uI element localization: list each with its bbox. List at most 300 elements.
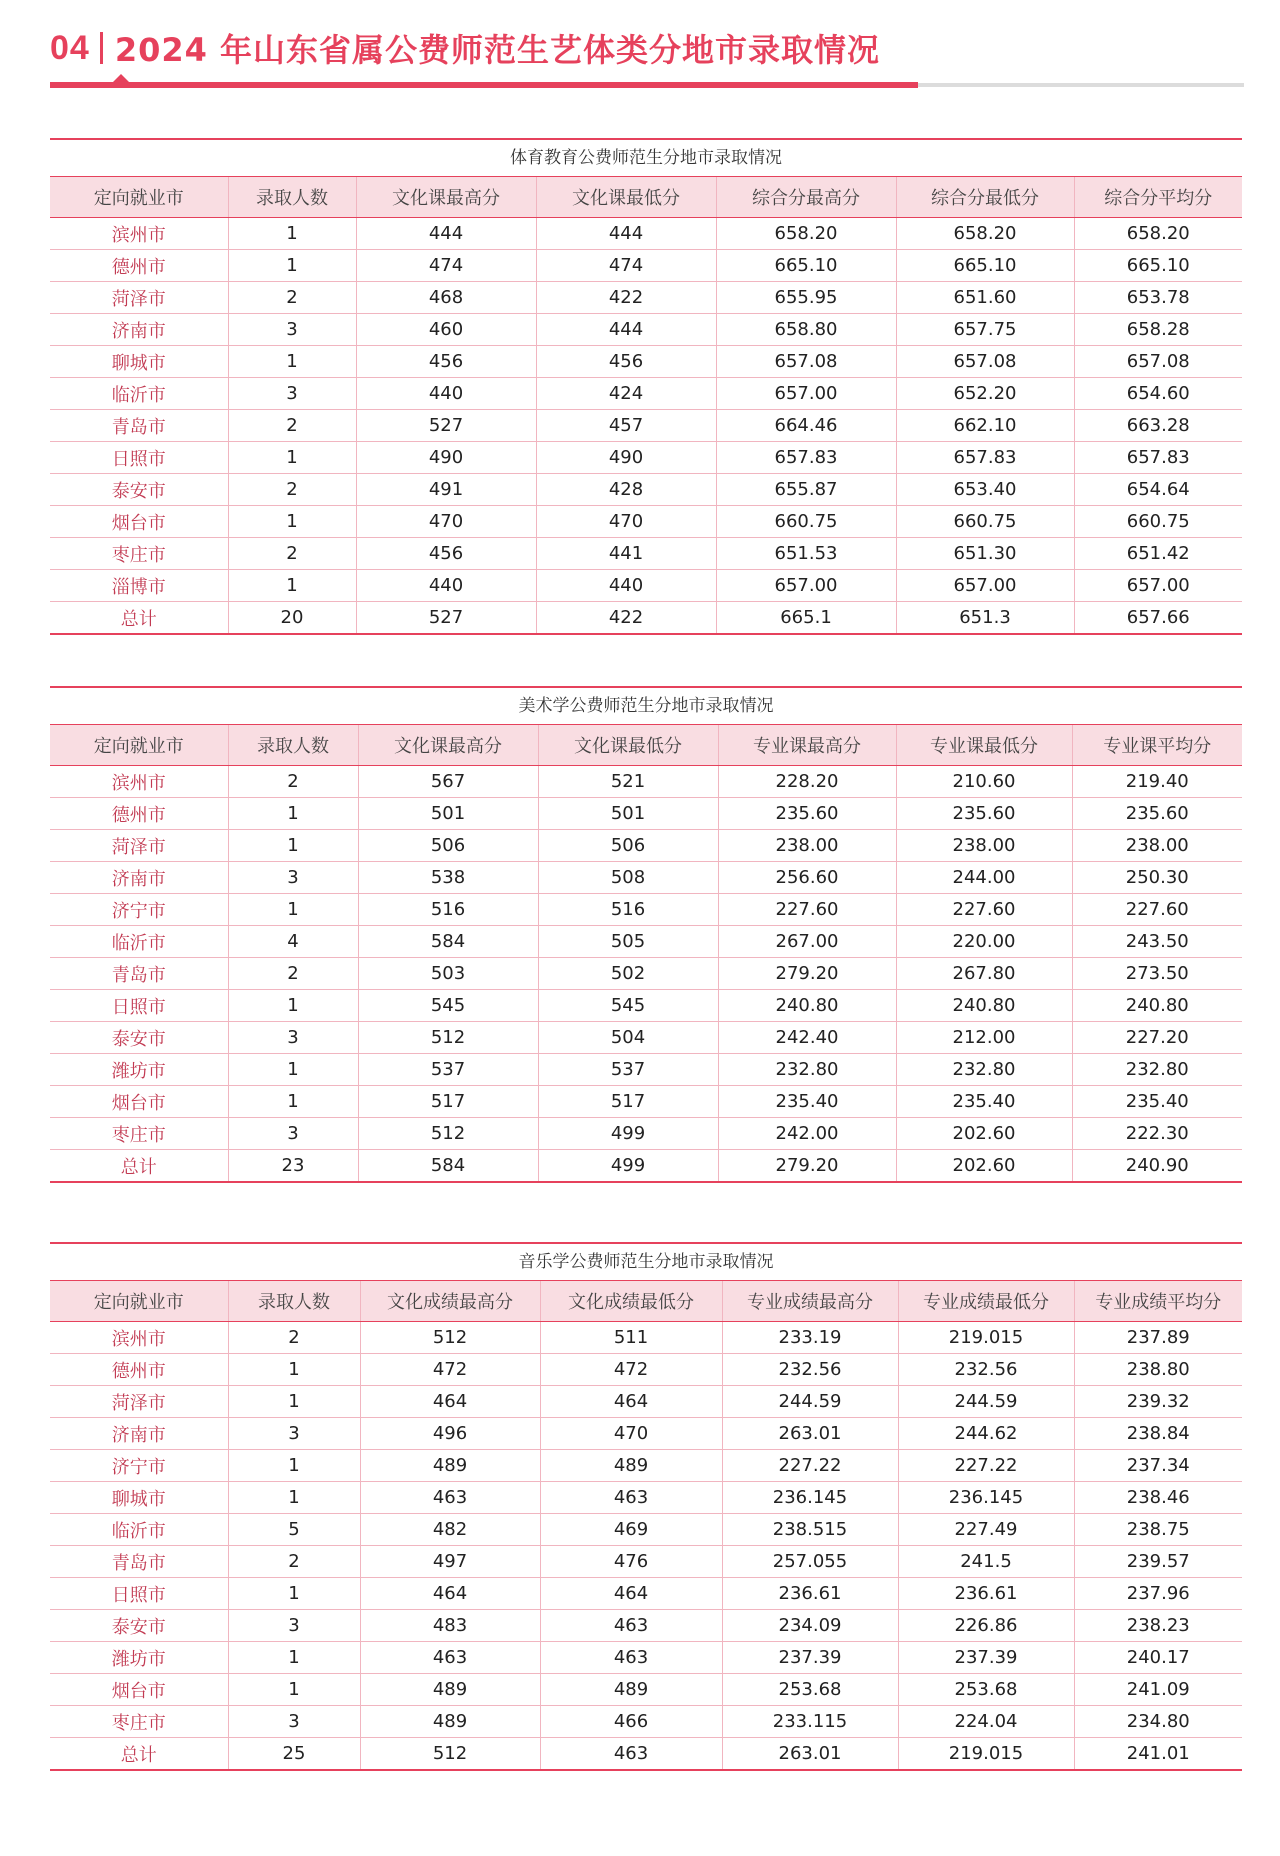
table-row <box>50 410 1242 442</box>
city-cell: 临沂市 <box>50 378 228 410</box>
value-cell: 3 <box>228 314 356 346</box>
column-header: 专业课最低分 <box>896 725 1072 766</box>
value-cell: 256.60 <box>718 862 896 894</box>
value-cell: 521 <box>538 766 718 798</box>
city-cell: 青岛市 <box>50 1546 228 1578</box>
value-cell: 584 <box>358 926 538 958</box>
value-cell: 263.01 <box>722 1418 898 1450</box>
value-cell: 232.80 <box>896 1054 1072 1086</box>
value-cell: 232.80 <box>1072 1054 1242 1086</box>
column-header: 专业成绩最高分 <box>722 1281 898 1322</box>
city-cell: 滨州市 <box>50 766 228 798</box>
value-cell: 2 <box>228 1322 360 1354</box>
table-row <box>50 990 1242 1022</box>
value-cell: 1 <box>228 894 358 926</box>
value-cell: 516 <box>538 894 718 926</box>
value-cell: 651.3 <box>896 602 1074 635</box>
value-cell: 257.055 <box>722 1546 898 1578</box>
value-cell: 490 <box>536 442 716 474</box>
value-cell: 469 <box>540 1514 722 1546</box>
value-cell: 1 <box>228 1578 360 1610</box>
value-cell: 235.40 <box>718 1086 896 1118</box>
value-cell: 472 <box>540 1354 722 1386</box>
value-cell: 660.75 <box>896 506 1074 538</box>
value-cell: 503 <box>358 958 538 990</box>
table-row <box>50 1022 1242 1054</box>
value-cell: 240.90 <box>1072 1150 1242 1183</box>
data-table <box>50 177 1242 635</box>
title-underline-rest <box>918 83 1244 87</box>
value-cell: 651.53 <box>716 538 896 570</box>
value-cell: 505 <box>538 926 718 958</box>
value-cell: 655.95 <box>716 282 896 314</box>
value-cell: 233.115 <box>722 1706 898 1738</box>
value-cell: 658.80 <box>716 314 896 346</box>
value-cell: 456 <box>356 538 536 570</box>
value-cell: 653.40 <box>896 474 1074 506</box>
value-cell: 1 <box>228 990 358 1022</box>
value-cell: 463 <box>540 1610 722 1642</box>
value-cell: 506 <box>358 830 538 862</box>
value-cell: 422 <box>536 282 716 314</box>
value-cell: 512 <box>360 1738 540 1771</box>
table-row <box>50 250 1242 282</box>
value-cell: 3 <box>228 1022 358 1054</box>
value-cell: 456 <box>356 346 536 378</box>
value-cell: 1 <box>228 830 358 862</box>
table-row <box>50 1610 1242 1642</box>
city-cell: 德州市 <box>50 1354 228 1386</box>
value-cell: 2 <box>228 282 356 314</box>
value-cell: 212.00 <box>896 1022 1072 1054</box>
value-cell: 267.00 <box>718 926 896 958</box>
value-cell: 239.32 <box>1074 1386 1242 1418</box>
value-cell: 227.60 <box>896 894 1072 926</box>
value-cell: 238.84 <box>1074 1418 1242 1450</box>
value-cell: 496 <box>360 1418 540 1450</box>
value-cell: 470 <box>540 1418 722 1450</box>
value-cell: 3 <box>228 1118 358 1150</box>
value-cell: 236.61 <box>722 1578 898 1610</box>
table-row <box>50 570 1242 602</box>
table-header-row <box>50 725 1242 766</box>
value-cell: 238.00 <box>896 830 1072 862</box>
table-row <box>50 474 1242 506</box>
column-header: 录取人数 <box>228 725 358 766</box>
value-cell: 226.86 <box>898 1610 1074 1642</box>
city-cell: 济南市 <box>50 1418 228 1450</box>
value-cell: 657.83 <box>716 442 896 474</box>
city-cell: 青岛市 <box>50 410 228 442</box>
value-cell: 20 <box>228 602 356 635</box>
value-cell: 227.22 <box>722 1450 898 1482</box>
table-row <box>50 766 1242 798</box>
table-row <box>50 538 1242 570</box>
value-cell: 202.60 <box>896 1118 1072 1150</box>
value-cell: 243.50 <box>1072 926 1242 958</box>
value-cell: 657.00 <box>1074 570 1242 602</box>
value-cell: 2 <box>228 958 358 990</box>
value-cell: 227.22 <box>898 1450 1074 1482</box>
value-cell: 657.83 <box>896 442 1074 474</box>
value-cell: 240.80 <box>718 990 896 1022</box>
value-cell: 444 <box>536 218 716 250</box>
value-cell: 239.57 <box>1074 1546 1242 1578</box>
value-cell: 3 <box>228 378 356 410</box>
value-cell: 424 <box>536 378 716 410</box>
value-cell: 567 <box>358 766 538 798</box>
value-cell: 470 <box>356 506 536 538</box>
value-cell: 665.1 <box>716 602 896 635</box>
value-cell: 232.56 <box>898 1354 1074 1386</box>
value-cell: 489 <box>540 1674 722 1706</box>
value-cell: 657.00 <box>716 378 896 410</box>
city-cell: 济宁市 <box>50 1450 228 1482</box>
value-cell: 482 <box>360 1514 540 1546</box>
value-cell: 232.56 <box>722 1354 898 1386</box>
value-cell: 441 <box>536 538 716 570</box>
value-cell: 499 <box>538 1118 718 1150</box>
city-cell: 德州市 <box>50 798 228 830</box>
value-cell: 463 <box>540 1482 722 1514</box>
value-cell: 1 <box>228 1386 360 1418</box>
value-cell: 237.96 <box>1074 1578 1242 1610</box>
value-cell: 651.60 <box>896 282 1074 314</box>
value-cell: 263.01 <box>722 1738 898 1771</box>
section-header <box>50 26 880 70</box>
value-cell: 2 <box>228 766 358 798</box>
column-header: 专业课平均分 <box>1072 725 1242 766</box>
value-cell: 241.5 <box>898 1546 1074 1578</box>
column-header: 综合分最低分 <box>896 177 1074 218</box>
value-cell: 490 <box>356 442 536 474</box>
table-row <box>50 506 1242 538</box>
column-header: 文化课最高分 <box>356 177 536 218</box>
title-pointer-icon <box>113 74 129 82</box>
value-cell: 3 <box>228 1418 360 1450</box>
value-cell: 244.62 <box>898 1418 1074 1450</box>
value-cell: 1 <box>228 1482 360 1514</box>
table-row <box>50 1418 1242 1450</box>
value-cell: 2 <box>228 538 356 570</box>
city-cell: 菏泽市 <box>50 1386 228 1418</box>
table-pe-education <box>50 138 1242 635</box>
value-cell: 472 <box>360 1354 540 1386</box>
value-cell: 537 <box>538 1054 718 1086</box>
value-cell: 463 <box>360 1482 540 1514</box>
value-cell: 235.40 <box>896 1086 1072 1118</box>
data-table <box>50 725 1242 1183</box>
value-cell: 273.50 <box>1072 958 1242 990</box>
table-row <box>50 894 1242 926</box>
value-cell: 456 <box>536 346 716 378</box>
city-cell: 滨州市 <box>50 218 228 250</box>
value-cell: 474 <box>356 250 536 282</box>
value-cell: 657.83 <box>1074 442 1242 474</box>
value-cell: 227.60 <box>1072 894 1242 926</box>
value-cell: 658.20 <box>896 218 1074 250</box>
value-cell: 3 <box>228 862 358 894</box>
table-caption: 美术学公费师范生分地市录取情况 <box>50 686 1242 725</box>
table-row <box>50 1642 1242 1674</box>
value-cell: 660.75 <box>716 506 896 538</box>
value-cell: 236.61 <box>898 1578 1074 1610</box>
table-caption: 音乐学公费师范生分地市录取情况 <box>50 1242 1242 1281</box>
value-cell: 464 <box>540 1386 722 1418</box>
value-cell: 545 <box>358 990 538 1022</box>
table-row <box>50 378 1242 410</box>
value-cell: 2 <box>228 1546 360 1578</box>
table-row <box>50 1386 1242 1418</box>
city-cell: 烟台市 <box>50 1674 228 1706</box>
value-cell: 1 <box>228 1642 360 1674</box>
value-cell: 232.80 <box>718 1054 896 1086</box>
value-cell: 440 <box>356 378 536 410</box>
value-cell: 23 <box>228 1150 358 1183</box>
city-cell: 滨州市 <box>50 1322 228 1354</box>
city-cell: 济宁市 <box>50 894 228 926</box>
table-row <box>50 862 1242 894</box>
table-row <box>50 926 1242 958</box>
city-cell: 菏泽市 <box>50 830 228 862</box>
value-cell: 238.00 <box>718 830 896 862</box>
value-cell: 244.00 <box>896 862 1072 894</box>
page-title: 2024 年山东省属公费师范生艺体类分地市录取情况 <box>114 31 881 69</box>
city-cell: 聊城市 <box>50 346 228 378</box>
city-cell: 烟台市 <box>50 506 228 538</box>
value-cell: 466 <box>540 1706 722 1738</box>
table-row <box>50 218 1242 250</box>
value-cell: 657.00 <box>896 570 1074 602</box>
value-cell: 2 <box>228 474 356 506</box>
value-cell: 657.08 <box>1074 346 1242 378</box>
column-header: 综合分最高分 <box>716 177 896 218</box>
value-cell: 242.00 <box>718 1118 896 1150</box>
value-cell: 238.46 <box>1074 1482 1242 1514</box>
value-cell: 4 <box>228 926 358 958</box>
value-cell: 663.28 <box>1074 410 1242 442</box>
value-cell: 250.30 <box>1072 862 1242 894</box>
value-cell: 463 <box>360 1642 540 1674</box>
column-header: 专业成绩最低分 <box>898 1281 1074 1322</box>
city-cell: 济南市 <box>50 862 228 894</box>
value-cell: 517 <box>538 1086 718 1118</box>
table-row <box>50 1482 1242 1514</box>
city-cell: 总计 <box>50 1738 228 1771</box>
value-cell: 227.49 <box>898 1514 1074 1546</box>
table-row <box>50 346 1242 378</box>
value-cell: 483 <box>360 1610 540 1642</box>
value-cell: 489 <box>360 1674 540 1706</box>
table-row <box>50 1514 1242 1546</box>
value-cell: 241.01 <box>1074 1738 1242 1771</box>
value-cell: 489 <box>360 1450 540 1482</box>
city-cell: 泰安市 <box>50 474 228 506</box>
value-cell: 1 <box>228 218 356 250</box>
table-caption: 体育教育公费师范生分地市录取情况 <box>50 138 1242 177</box>
value-cell: 220.00 <box>896 926 1072 958</box>
table-row <box>50 1706 1242 1738</box>
value-cell: 235.40 <box>1072 1086 1242 1118</box>
value-cell: 1 <box>228 1354 360 1386</box>
value-cell: 25 <box>228 1738 360 1771</box>
value-cell: 238.80 <box>1074 1354 1242 1386</box>
value-cell: 237.39 <box>898 1642 1074 1674</box>
value-cell: 235.60 <box>896 798 1072 830</box>
column-header: 录取人数 <box>228 1281 360 1322</box>
value-cell: 545 <box>538 990 718 1022</box>
value-cell: 457 <box>536 410 716 442</box>
value-cell: 440 <box>356 570 536 602</box>
value-cell: 235.60 <box>1072 798 1242 830</box>
value-cell: 657.75 <box>896 314 1074 346</box>
value-cell: 279.20 <box>718 1150 896 1183</box>
value-cell: 238.00 <box>1072 830 1242 862</box>
value-cell: 210.60 <box>896 766 1072 798</box>
value-cell: 422 <box>536 602 716 635</box>
value-cell: 1 <box>228 570 356 602</box>
value-cell: 2 <box>228 410 356 442</box>
value-cell: 228.20 <box>718 766 896 798</box>
value-cell: 236.145 <box>722 1482 898 1514</box>
city-cell: 临沂市 <box>50 926 228 958</box>
value-cell: 501 <box>538 798 718 830</box>
city-cell: 潍坊市 <box>50 1642 228 1674</box>
table-row <box>50 1546 1242 1578</box>
city-cell: 青岛市 <box>50 958 228 990</box>
value-cell: 464 <box>540 1578 722 1610</box>
table-row <box>50 1674 1242 1706</box>
value-cell: 227.20 <box>1072 1022 1242 1054</box>
value-cell: 662.10 <box>896 410 1074 442</box>
city-cell: 枣庄市 <box>50 1706 228 1738</box>
value-cell: 506 <box>538 830 718 862</box>
table-row <box>50 1118 1242 1150</box>
value-cell: 219.40 <box>1072 766 1242 798</box>
value-cell: 664.46 <box>716 410 896 442</box>
column-header: 文化成绩最高分 <box>360 1281 540 1322</box>
value-cell: 3 <box>228 1610 360 1642</box>
value-cell: 242.40 <box>718 1022 896 1054</box>
value-cell: 464 <box>360 1386 540 1418</box>
value-cell: 279.20 <box>718 958 896 990</box>
value-cell: 654.60 <box>1074 378 1242 410</box>
value-cell: 1 <box>228 346 356 378</box>
column-header: 定向就业市 <box>50 725 228 766</box>
value-cell: 665.10 <box>896 250 1074 282</box>
value-cell: 3 <box>228 1706 360 1738</box>
city-cell: 淄博市 <box>50 570 228 602</box>
value-cell: 244.59 <box>722 1386 898 1418</box>
table-row <box>50 442 1242 474</box>
column-header: 文化课最低分 <box>538 725 718 766</box>
value-cell: 489 <box>360 1706 540 1738</box>
city-cell: 泰安市 <box>50 1610 228 1642</box>
column-header: 专业成绩平均分 <box>1074 1281 1242 1322</box>
table-row <box>50 1450 1242 1482</box>
value-cell: 237.89 <box>1074 1322 1242 1354</box>
table-row <box>50 1322 1242 1354</box>
value-cell: 219.015 <box>898 1738 1074 1771</box>
value-cell: 236.145 <box>898 1482 1074 1514</box>
value-cell: 238.75 <box>1074 1514 1242 1546</box>
city-cell: 烟台市 <box>50 1086 228 1118</box>
value-cell: 227.60 <box>718 894 896 926</box>
value-cell: 1 <box>228 1054 358 1086</box>
value-cell: 654.64 <box>1074 474 1242 506</box>
column-header: 文化课最高分 <box>358 725 538 766</box>
value-cell: 237.34 <box>1074 1450 1242 1482</box>
value-cell: 499 <box>538 1150 718 1183</box>
value-cell: 1 <box>228 442 356 474</box>
value-cell: 468 <box>356 282 536 314</box>
value-cell: 1 <box>228 1674 360 1706</box>
value-cell: 444 <box>536 314 716 346</box>
value-cell: 502 <box>538 958 718 990</box>
value-cell: 219.015 <box>898 1322 1074 1354</box>
table-header-row <box>50 1281 1242 1322</box>
city-cell: 聊城市 <box>50 1482 228 1514</box>
table-row <box>50 958 1242 990</box>
table-row <box>50 1086 1242 1118</box>
value-cell: 511 <box>540 1322 722 1354</box>
data-table <box>50 1281 1242 1771</box>
value-cell: 240.80 <box>1072 990 1242 1022</box>
value-cell: 651.42 <box>1074 538 1242 570</box>
city-cell: 济南市 <box>50 314 228 346</box>
city-cell: 日照市 <box>50 442 228 474</box>
value-cell: 491 <box>356 474 536 506</box>
section-number: 04 <box>50 28 90 67</box>
value-cell: 1 <box>228 1450 360 1482</box>
value-cell: 476 <box>540 1546 722 1578</box>
city-cell: 潍坊市 <box>50 1054 228 1086</box>
city-cell: 总计 <box>50 1150 228 1183</box>
value-cell: 444 <box>356 218 536 250</box>
city-cell: 菏泽市 <box>50 282 228 314</box>
table-total-row <box>50 1738 1242 1771</box>
value-cell: 658.20 <box>716 218 896 250</box>
value-cell: 657.00 <box>716 570 896 602</box>
value-cell: 657.66 <box>1074 602 1242 635</box>
city-cell: 枣庄市 <box>50 1118 228 1150</box>
value-cell: 489 <box>540 1450 722 1482</box>
table-header-row <box>50 177 1242 218</box>
value-cell: 512 <box>358 1118 538 1150</box>
table-row <box>50 798 1242 830</box>
city-cell: 临沂市 <box>50 1514 228 1546</box>
value-cell: 234.80 <box>1074 1706 1242 1738</box>
value-cell: 464 <box>360 1578 540 1610</box>
value-cell: 233.19 <box>722 1322 898 1354</box>
value-cell: 1 <box>228 506 356 538</box>
value-cell: 470 <box>536 506 716 538</box>
column-header: 定向就业市 <box>50 1281 228 1322</box>
value-cell: 660.75 <box>1074 506 1242 538</box>
value-cell: 222.30 <box>1072 1118 1242 1150</box>
value-cell: 440 <box>536 570 716 602</box>
value-cell: 665.10 <box>716 250 896 282</box>
value-cell: 665.10 <box>1074 250 1242 282</box>
value-cell: 244.59 <box>898 1386 1074 1418</box>
title-underline-accent <box>50 82 918 88</box>
table-row <box>50 1354 1242 1386</box>
value-cell: 504 <box>538 1022 718 1054</box>
city-cell: 泰安市 <box>50 1022 228 1054</box>
value-cell: 463 <box>540 1738 722 1771</box>
value-cell: 1 <box>228 798 358 830</box>
header-divider <box>100 32 103 64</box>
